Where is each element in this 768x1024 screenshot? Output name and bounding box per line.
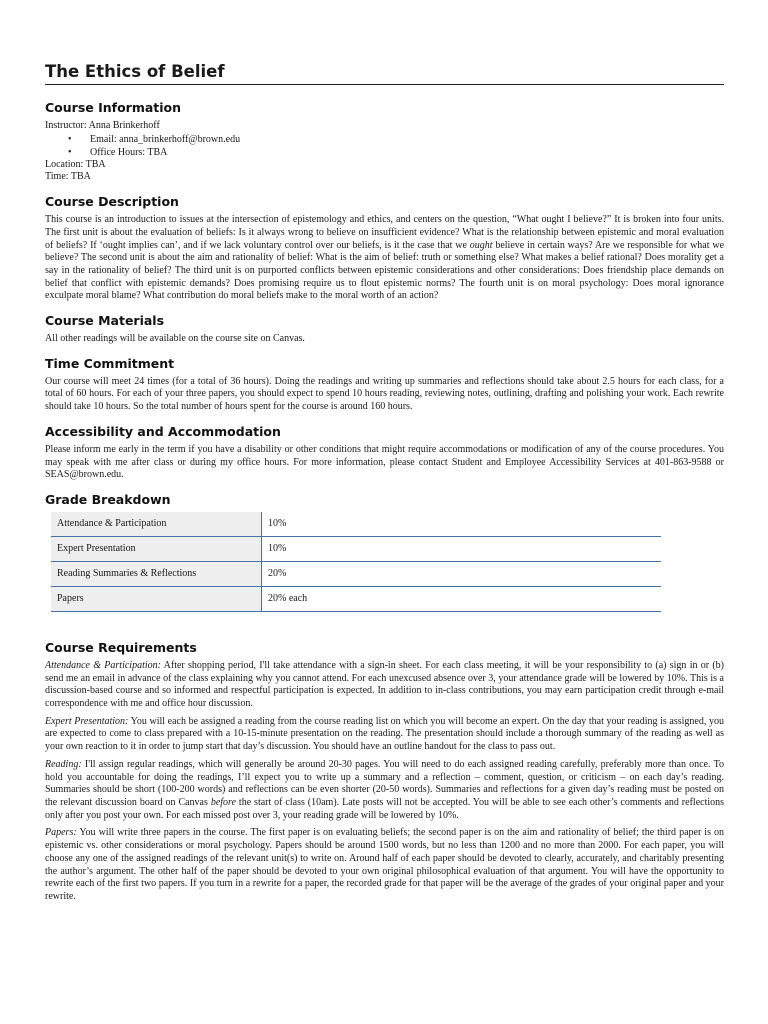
course-materials-text: All other readings will be available on the course site on Canvas. (45, 333, 305, 345)
course-requirements-section (45, 640, 724, 904)
course-description-section (45, 194, 724, 303)
description-part-1: This course is an introduction to issues at the intersection of epistemology and ethics, and centers on the question, “What ought I believe?” It is broken into four units. The first unit is about the evaluation of beliefs: Is it always wrong to believe on insufficient evidence? What is the relationship between epistemic and moral evaluation of beliefs? If ‘ought implies can’, and if we lack voluntary control over our beliefs, is it the case that we (45, 214, 724, 251)
grade-table (51, 512, 661, 612)
contact-list (45, 133, 724, 159)
reading-emphasis: before (210, 796, 236, 808)
page-title: The Ethics of Belief (45, 62, 724, 85)
grade-category: Reading Summaries & Reflections (51, 561, 262, 586)
expert-text: You will each be assigned a reading from the course reading list on which you will become an expert. On the day that your reading is assigned, you are expected to come to class prepared with a 10-15-minute presentation on the reading. The presentation should include a thorough summary of the reading as well as your own reaction to it in order to jump start that day’s discussion. You should have an outline handout for the class to pass out. (45, 715, 725, 753)
table-row (51, 561, 661, 586)
description-emphasis: ought (469, 239, 493, 251)
grade-weight: 20% each (262, 586, 662, 611)
grade-weight: 20% (262, 561, 662, 586)
course-information-section (45, 100, 724, 184)
reading-label: Reading: (45, 758, 82, 770)
course-description-heading: Course Description (45, 194, 179, 210)
grade-weight: 10% (262, 536, 662, 561)
grade-breakdown-section (45, 492, 724, 612)
time-commitment-section (45, 356, 724, 414)
papers-text: You will write three papers in the course. The first paper is on evaluating beliefs; the second paper is on the aim and rationality of belief; the third paper is on epistemic vs. other considerations or moral psychology. Papers should be around 1500 words, but no less than 1200 and no more than 2000. For each paper, you will choose any one of the assigned readings of the relevant unit(s) to write on. Around half of each paper should be devoted to clearly, accurately, and charitably presenting the author’s argument. The other half of the paper should be devoted to your own original philosophical evaluation of that argument. You will have the opportunity to rewrite each of the first two papers. If you turn in a rewrite for a paper, the recorded grade for that paper will be the average of the grades of your original paper and your rewrite. (45, 827, 724, 902)
description-part-2: believe in certain ways? Are we responsible for what we believe? The second unit is about the aim and rationality of belief: What is the aim of belief: truth or something else? What makes a belief rational? Does morality get a say in the rationality of belief? The third unit is on purported conflicts between epistemic considerations and other considerations: Does friendship place demands on belief that conflict with epistemic demands? Does promising require us to flout epistemic norms? The fourth unit is on moral psychology: Does moral ignorance exculpate moral blame? What contribution do moral beliefs make to the moral worth of an action? (45, 239, 725, 302)
office-hours-item: • Office Hours: TBA (90, 146, 724, 159)
syllabus-content (45, 100, 724, 914)
reading-text-2: the start of class (10am). Late posts will not be accepted. You will be able to see each other’s comments and reflections only after you post your own. For each missed post over 3, your reading grade will be lowered by 10%. (45, 796, 725, 821)
location-line: Location: TBA (45, 158, 106, 170)
accessibility-heading: Accessibility and Accommodation (45, 423, 281, 439)
course-description-text (45, 214, 724, 303)
course-materials-section (45, 313, 724, 346)
grade-breakdown-heading: Grade Breakdown (45, 491, 171, 507)
reading-paragraph (45, 759, 724, 823)
accessibility-text: Please inform me early in the term if you have a disability or other conditions that might require accommodations or modification of any of the course procedures. You may speak with me after class or during my office hours. For more information, please contact Student and Employee Accessibility Services at 401-863-9588 or SEAS@brown.edu. (45, 443, 724, 481)
attendance-paragraph (45, 660, 724, 711)
time-line: Time: TBA (45, 171, 91, 183)
course-requirements-heading: Course Requirements (45, 639, 197, 655)
papers-label: Papers: (45, 827, 77, 839)
time-commitment-heading: Time Commitment (45, 355, 175, 371)
expert-paragraph (45, 716, 724, 754)
grade-category: Papers (51, 586, 262, 611)
table-row (51, 586, 661, 611)
grade-category: Attendance & Participation (51, 512, 262, 537)
course-information-heading: Course Information (45, 100, 182, 115)
grade-category: Expert Presentation (51, 536, 262, 561)
instructor-line: Instructor: Anna Brinkerhoff (45, 120, 160, 131)
papers-paragraph (45, 827, 724, 903)
table-row (51, 536, 661, 561)
grade-weight: 10% (262, 512, 662, 537)
reading-text-1: I'll assign regular readings, which will generally be around 20-30 pages. You will need to do each assigned reading carefully, preferably more than once. To hold you accountable for doing the readings, I’ll expect you to write up a summary and a reflection – comment, question, or criticism – on each day’s reading. Summaries should be short (100-200 words) and reflections can be even shorter (20-50 words). Summaries and reflections for a given day’s reading must be posted on the relevant discussion board on Canvas (45, 758, 724, 808)
email-item: • Email: anna_brinkerhoff@brown.edu (90, 133, 724, 146)
table-row (51, 512, 661, 537)
time-commitment-text: Our course will meet 24 times (for a total of 36 hours). Doing the readings and writing up summaries and reflections should take about 2.5 hours for each class, for a total of 60 hours. For each of your three papers, you should expect to spend 10 hours reading, reviewing notes, outlining, drafting and polishing your work. Each rewrite should take 10 hours. So the total number of hours spent for the course is around 160 hours. (45, 375, 724, 413)
accessibility-section (45, 424, 724, 482)
expert-label: Expert Presentation: (45, 715, 129, 727)
attendance-text: After shopping period, I'll take attendance with a sign-in sheet. For each class meeting, it will be your responsibility to (a) sign in or (b) send me an email in advance of the class explaining why you cannot attend. For each unexcused absence over 3, your attendance grade will be lowered by 10%. This is a discussion-based course and so informed and respectful participation is expected. In addition to in-class contributions, you may earn participation credit through e-mail correspondence with me and office hour discussion. (45, 659, 724, 710)
attendance-label: Attendance & Participation: (45, 659, 161, 671)
course-materials-heading: Course Materials (45, 313, 165, 329)
